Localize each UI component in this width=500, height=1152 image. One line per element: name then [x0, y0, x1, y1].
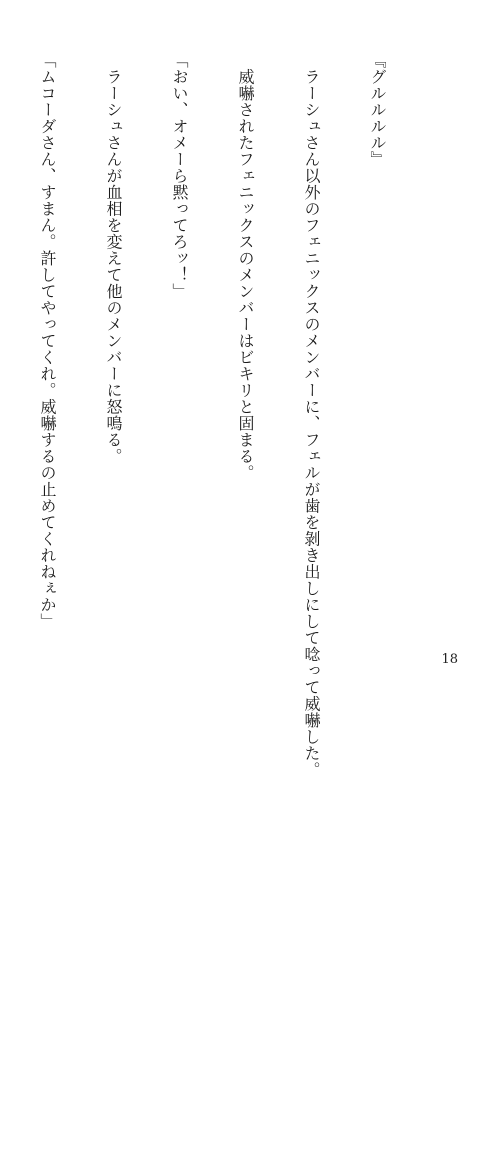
- text-line: 威嚇されたフェニックスのメンバーはビキリと固まる。: [236, 52, 255, 481]
- text-line: ラーシュさん以外のフェニックスのメンバーに、フェルが歯を剝き出しにして唸って威嚇した。: [302, 52, 321, 778]
- page-number: 18: [441, 652, 458, 667]
- text-line: 「おい、オメーら黙ってろッ！」: [170, 52, 189, 300]
- text-line: ラーシュさんが血相を変えて他のメンバーに怒鳴る。: [104, 52, 123, 465]
- text-line: 「ムコーダさん、すまん。許してやってくれ。威嚇するの止めてくれねぇか」: [38, 52, 57, 630]
- vertical-text-body: [0, 52, 432, 778]
- text-line: 『グルルルル』: [368, 52, 387, 168]
